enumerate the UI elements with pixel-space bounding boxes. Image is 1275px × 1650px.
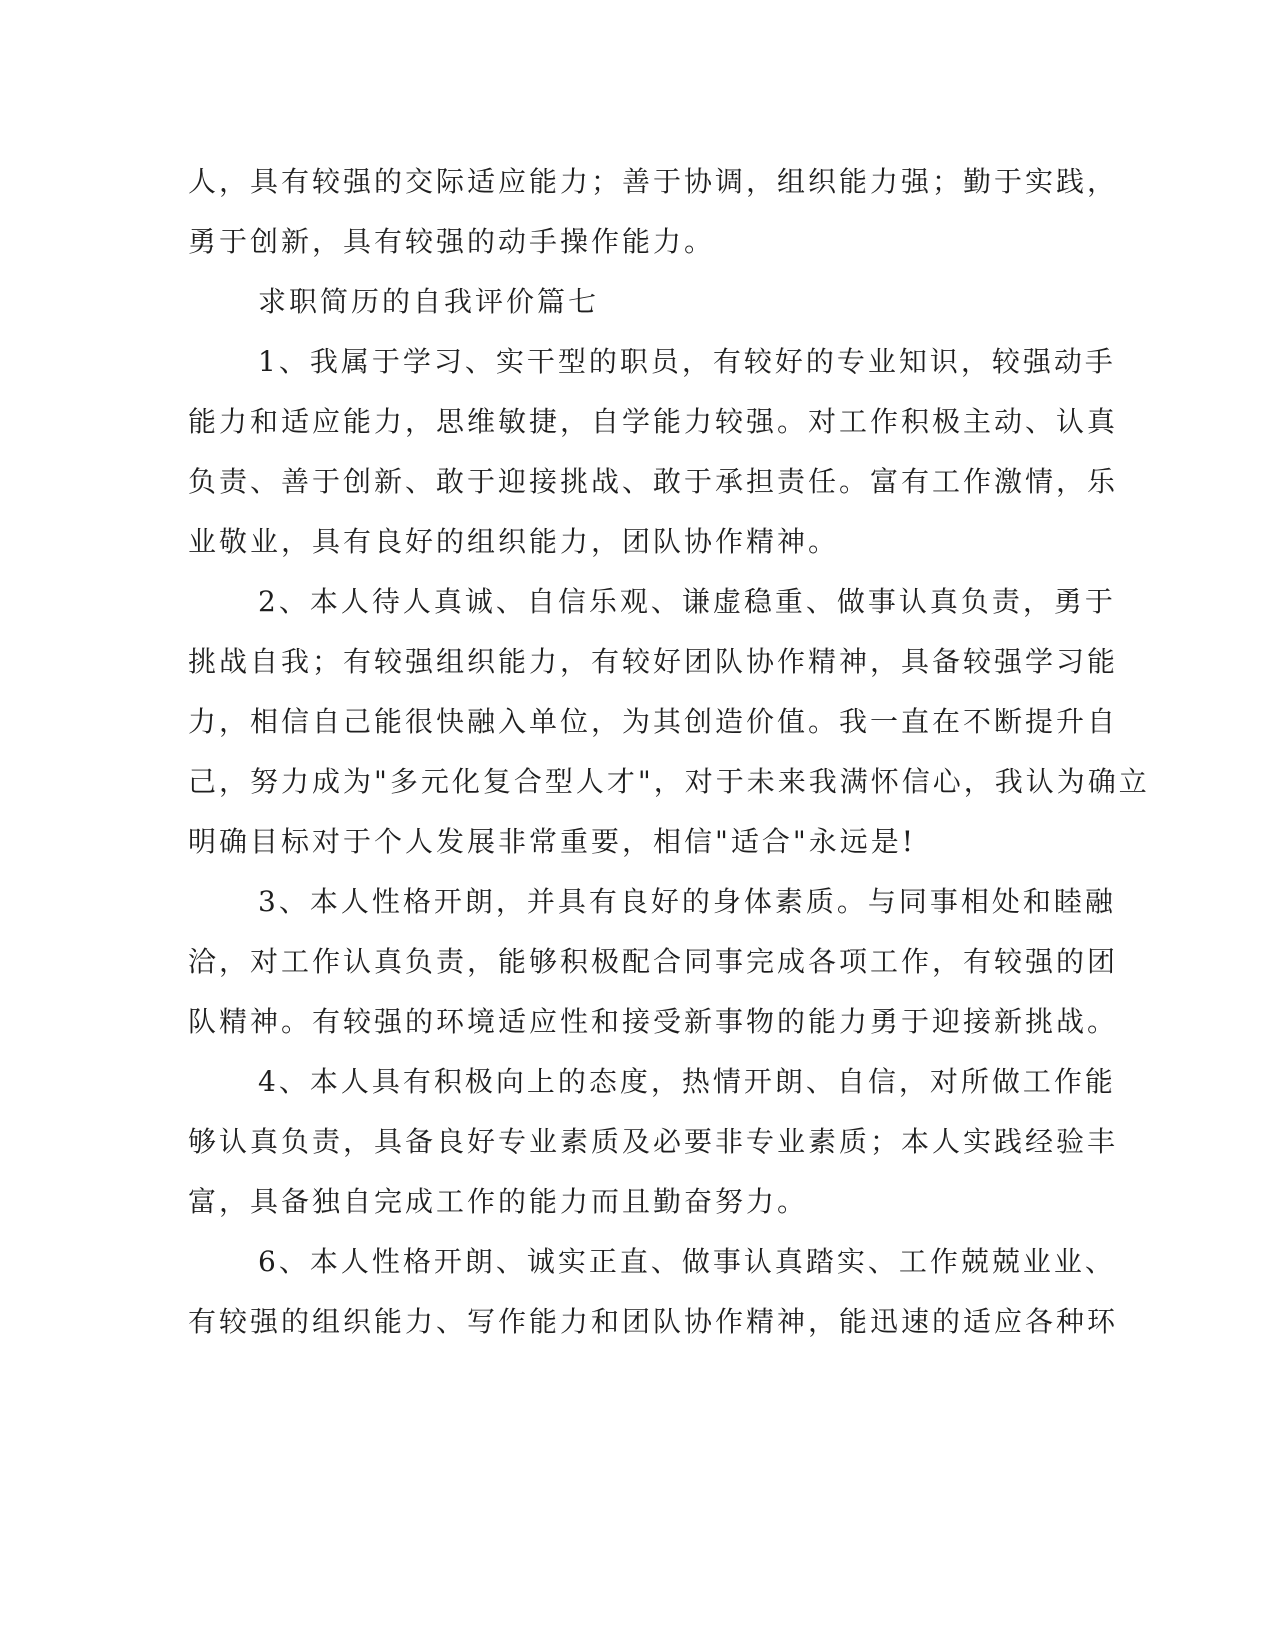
text-line: 人，具有较强的交际适应能力；善于协调，组织能力强；勤于实践， — [188, 165, 1119, 198]
paragraph-start: 3、本人性格开朗，并具有良好的身体素质。与同事相处和睦融 — [258, 885, 1116, 918]
text-line: 勇于创新，具有较强的动手操作能力。 — [188, 225, 716, 258]
text-line: 负责、善于创新、敢于迎接挑战、敢于承担责任。富有工作激情，乐 — [188, 465, 1119, 498]
text-line: 能力和适应能力，思维敏捷，自学能力较强。对工作积极主动、认真 — [188, 405, 1119, 438]
paragraph-start: 4、本人具有积极向上的态度，热情开朗、自信，对所做工作能 — [258, 1065, 1116, 1098]
text-line: 有较强的组织能力、写作能力和团队协作精神，能迅速的适应各种环 — [188, 1305, 1119, 1338]
text-line: 挑战自我；有较强组织能力，有较好团队协作精神，具备较强学习能 — [188, 645, 1119, 678]
paragraph-start: 1、我属于学习、实干型的职员，有较好的专业知识，较强动手 — [258, 345, 1116, 378]
paragraph-start: 2、本人待人真诚、自信乐观、谦虚稳重、做事认真负责，勇于 — [258, 585, 1116, 618]
text-line: 力，相信自己能很快融入单位，为其创造价值。我一直在不断提升自 — [188, 705, 1119, 738]
text-line: 业敬业，具有良好的组织能力，团队协作精神。 — [188, 525, 840, 558]
text-line: 队精神。有较强的环境适应性和接受新事物的能力勇于迎接新挑战。 — [188, 1005, 1119, 1038]
paragraph-start: 6、本人性格开朗、诚实正直、做事认真踏实、工作兢兢业业、 — [258, 1245, 1116, 1278]
text-line: 己，努力成为"多元化复合型人才"，对于未来我满怀信心，我认为确立 — [188, 765, 1150, 798]
section-heading: 求职简历的自我评价篇七 — [258, 285, 600, 318]
text-line: 洽，对工作认真负责，能够积极配合同事完成各项工作，有较强的团 — [188, 945, 1119, 978]
text-line: 够认真负责，具备良好专业素质及必要非专业素质；本人实践经验丰 — [188, 1125, 1119, 1158]
text-line: 富，具备独自完成工作的能力而且勤奋努力。 — [188, 1185, 809, 1218]
text-line: 明确目标对于个人发展非常重要，相信"适合"永远是! — [188, 825, 917, 858]
